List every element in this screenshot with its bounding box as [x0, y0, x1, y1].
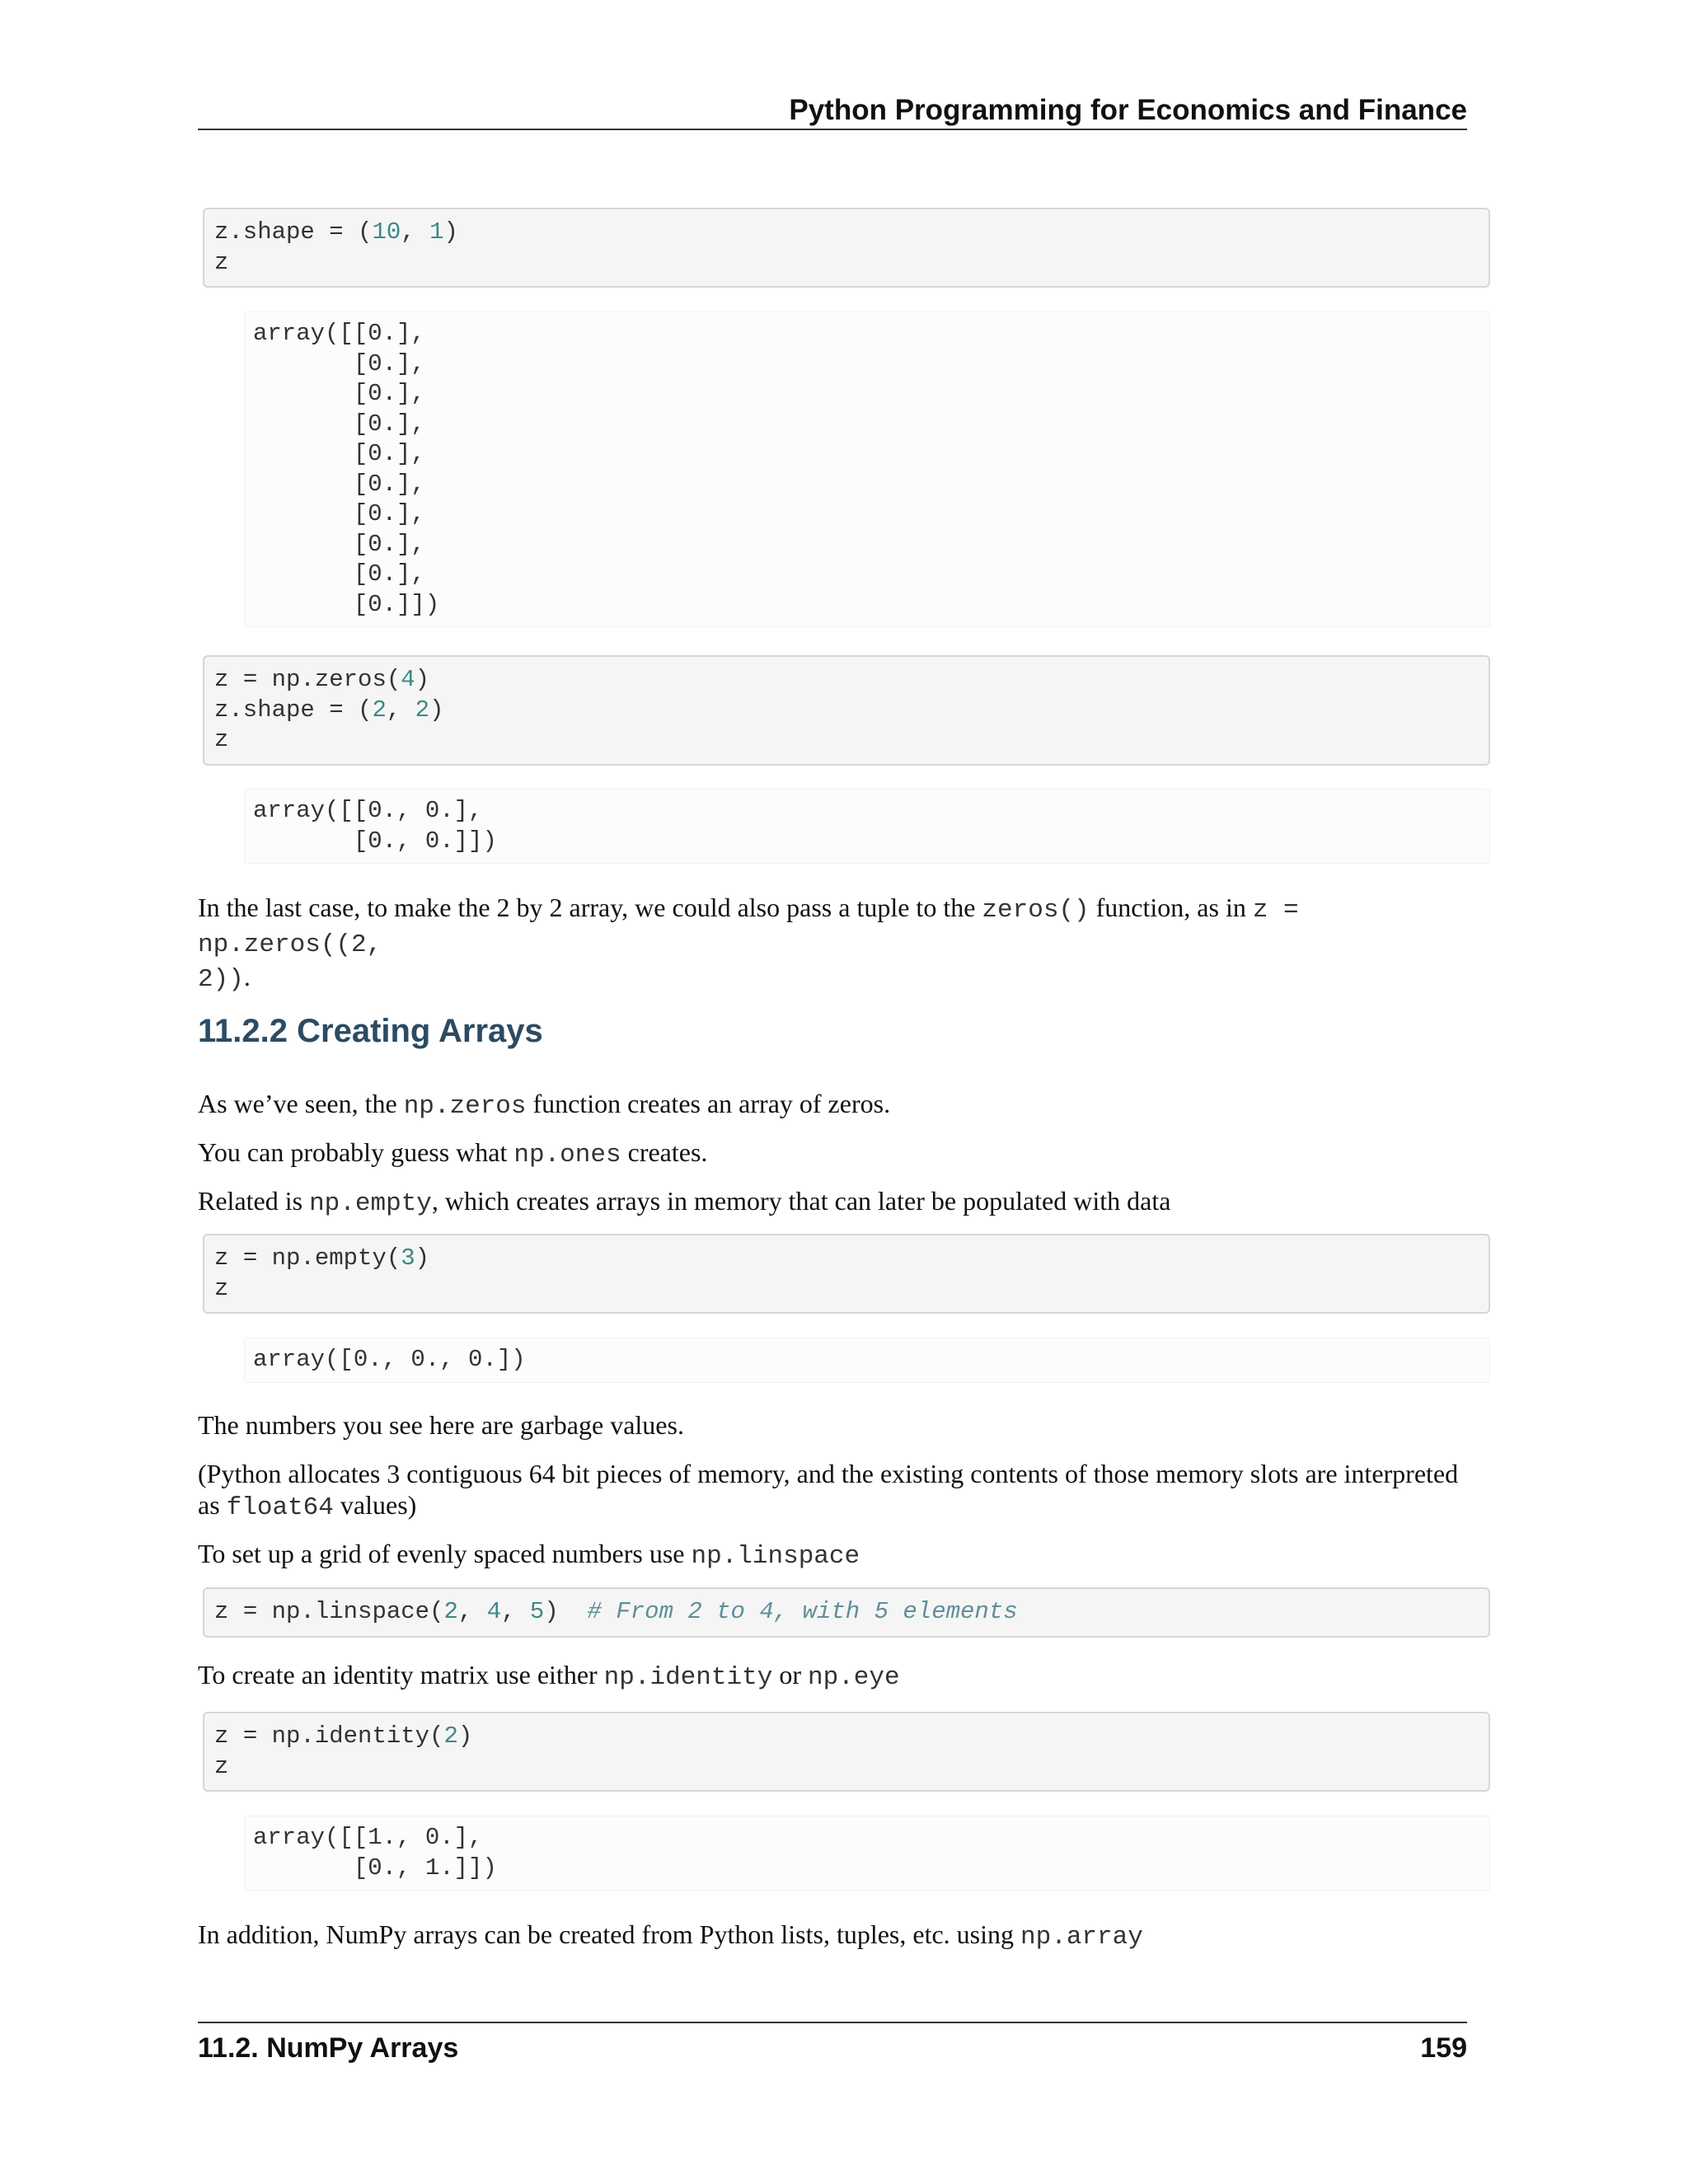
paragraph: To create an identity matrix use either np.identity or np.eye	[198, 1660, 900, 1692]
paragraph: In addition, NumPy arrays can be created from Python lists, tuples, etc. using np.array	[198, 1919, 1143, 1952]
code-input-block[interactable]: z.shape = (10, 1) z	[203, 208, 1490, 288]
code-output-block: array([[0., 0.], [0., 0.]])	[244, 789, 1490, 864]
code-input-block[interactable]: z = np.empty(3) z	[203, 1234, 1490, 1314]
paragraph: The numbers you see here are garbage values.	[198, 1410, 684, 1440]
section-heading: 11.2.2 Creating Arrays	[198, 1013, 543, 1049]
paragraph: In the last case, to make the 2 by 2 array, we could also pass a tuple to the zeros() function, as in z = np.zeros((2, 2)).	[198, 893, 1299, 994]
header-rule	[198, 129, 1467, 130]
code-output-block: array([0., 0., 0.])	[244, 1338, 1490, 1383]
code-output-block: array([[1., 0.], [0., 1.]])	[244, 1816, 1490, 1891]
code-input-block[interactable]: z = np.linspace(2, 4, 5) # From 2 to 4, with 5 elements	[203, 1587, 1490, 1638]
paragraph: To set up a grid of evenly spaced numbers use np.linspace	[198, 1539, 860, 1571]
paragraph: As we’ve seen, the np.zeros function creates an array of zeros.	[198, 1089, 891, 1121]
paragraph: You can probably guess what np.ones creates.	[198, 1137, 708, 1169]
footer-section: 11.2. NumPy Arrays	[198, 2032, 459, 2064]
paragraph: Related is np.empty, which creates arrays in memory that can later be populated with data	[198, 1186, 1171, 1218]
code-input-block[interactable]: z = np.identity(2) z	[203, 1712, 1490, 1792]
code-output-block: array([[0.], [0.], [0.], [0.], [0.], [0.], [0.], [0.], [0.], [0.]])	[244, 312, 1490, 627]
running-header: Python Programming for Economics and Finance	[789, 94, 1467, 126]
footer-rule	[198, 2022, 1467, 2023]
paragraph: (Python allocates 3 contiguous 64 bit pieces of memory, and the existing contents of those memory slots are interpreted as float64 values)	[198, 1459, 1459, 1522]
code-input-block[interactable]: z = np.zeros(4) z.shape = (2, 2) z	[203, 655, 1490, 766]
page-number: 159	[1420, 2032, 1467, 2064]
